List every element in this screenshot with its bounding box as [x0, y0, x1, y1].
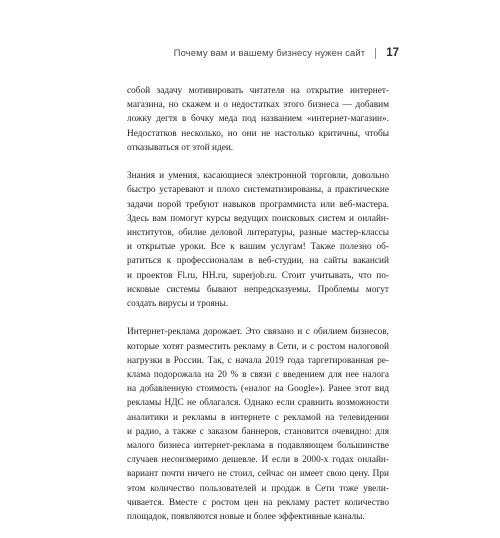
text-line: на добавленную стоимость («налог на Google»). Ранее этот вид	[127, 384, 389, 395]
text-line: собой задачу мотивировать читателя на открытие интернет-	[127, 86, 389, 96]
text-line: институтов, обилие деловой литературы, разные мастер-классы	[127, 228, 389, 239]
text-line: малого бизнеса интернет-реклама в подавляющем большинстве	[127, 441, 389, 452]
text-line: ложку дегтя в бочку меда под названием «интернет-магазин».	[127, 114, 389, 125]
text-line: этом количество пользователей и продаж в Сети тоже увели-	[127, 483, 389, 494]
text-line: и проектов Fl.ru, HH.ru, superjob.ru. Стоит учитывать, что по-	[127, 270, 389, 281]
body-text	[127, 84, 389, 538]
running-header	[174, 47, 399, 59]
page-number: 17	[386, 47, 399, 59]
header-divider	[375, 48, 376, 59]
text-line: вариант почти ничего не стоил, сейчас он имеет свою цену. При	[127, 469, 389, 480]
text-line: случаев несоизмеримо дешевле. И если в 2000-х годах онлайн-	[127, 455, 389, 466]
text-line: отказываться от этой идеи.	[127, 142, 234, 153]
text-line: и открытые уроки. Все к вашим услугам! Также полезно об-	[127, 242, 389, 253]
text-line: которые хотят разместить рекламу в Сети, и с ростом налоговой	[127, 341, 389, 352]
paragraph-3	[127, 325, 389, 524]
text-line: нагрузки в России. Так, с начала 2019 года таргетированная ре-	[127, 355, 389, 366]
paragraph-2	[127, 169, 389, 311]
text-line: Недостатков несколько, но они не настолько критичны, чтобы	[127, 128, 389, 139]
text-line: создать вирусы и трояны.	[127, 299, 229, 310]
chapter-title: Почему вам и вашему бизнесу нужен сайт	[173, 47, 366, 59]
text-line: аналитики и рекламы в интернете с рекламой на телевидении	[127, 412, 389, 423]
text-line: Знания и умения, касающиеся электронной торговли, довольно	[127, 171, 389, 182]
text-line: исковые системы бывают непредсказуемы. Проблемы могут	[127, 284, 389, 295]
text-line: Интернет-реклама дорожает. Это связано и с обилием бизнесов,	[127, 327, 389, 338]
text-line: магазина, но скажем и о недостатках этого бизнеса — добавим	[127, 100, 389, 111]
text-line: клама подорожала на 20 % в связи с введением для нее налога	[127, 370, 389, 381]
text-line: ратиться к профессионалам в веб-студии, на сайты вакансий	[127, 256, 389, 267]
text-line: быстро устаревают и плохо систематизированы, а практические	[127, 185, 389, 196]
text-line: рекламы НДС не облагался. Однако если сравнить возможности	[127, 398, 389, 409]
text-line: чивается. Вместе с ростом цен на рекламу растет количество	[127, 497, 389, 508]
text-line: задачи порой требуют навыков программиста или веб-мастера.	[127, 199, 389, 210]
paragraph-1	[127, 84, 389, 155]
text-line: Здесь вам помогут курсы ведущих поисковых систем и онлайн-	[127, 213, 389, 224]
text-line: и радио, а также с заказом баннеров, становится очевидно: для	[127, 426, 389, 437]
text-line: площадок, появляются новые и более эффективные каналы.	[127, 512, 365, 523]
